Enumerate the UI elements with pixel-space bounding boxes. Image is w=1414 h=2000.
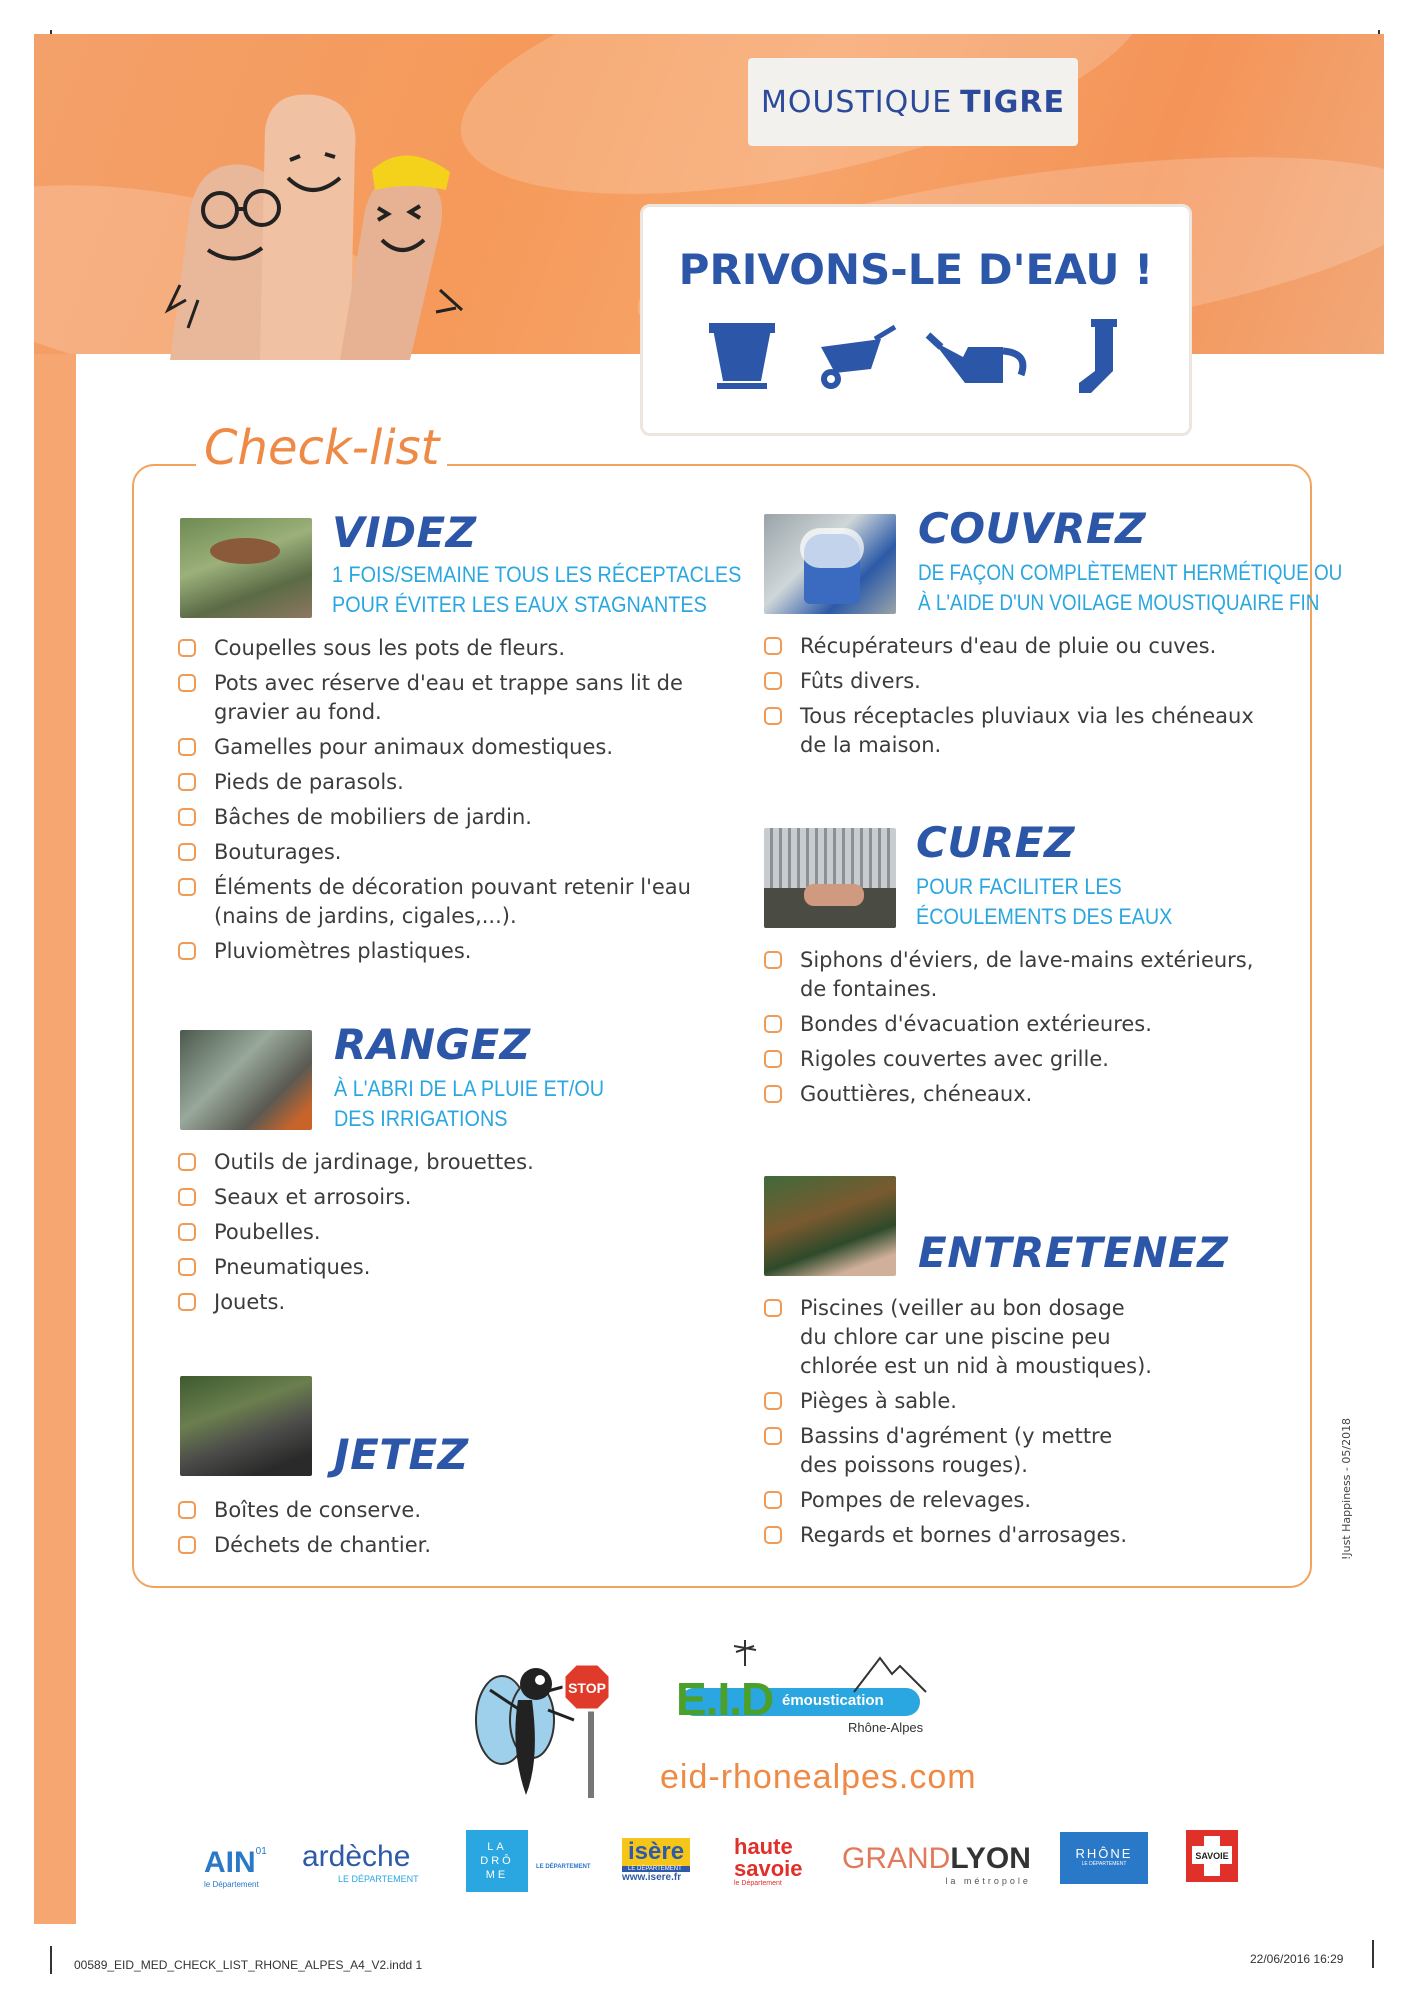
mountain-icon <box>850 1652 930 1696</box>
checklist-item[interactable]: Bouturages. <box>178 838 708 867</box>
videz-title: VIDEZ <box>332 508 477 557</box>
eid-logo <box>670 1652 970 1752</box>
watering-can-icon <box>928 335 1023 383</box>
wheelbarrow-icon <box>821 327 895 389</box>
eid-logo-region: Rhône-Alpes <box>848 1720 924 1735</box>
curez-subtitle-1: POUR FACILITER LES <box>916 874 1122 899</box>
checklist-item[interactable]: Pneumatiques. <box>178 1253 698 1282</box>
checklist-title: Check-list <box>196 420 447 476</box>
checklist-item[interactable]: Bâches de mobiliers de jardin. <box>178 803 708 832</box>
checkbox-icon[interactable] <box>764 1491 782 1509</box>
print-timestamp: 22/06/2016 16:29 <box>1250 1952 1344 1966</box>
crop-mark <box>50 1946 52 1974</box>
entretenez-list <box>764 1294 1154 1556</box>
checklist-item[interactable]: Déchets de chantier. <box>178 1531 698 1560</box>
eid-logo-word: émoustication <box>782 1692 884 1709</box>
side-credit: !Just Happiness - 05/2018 <box>1340 1417 1353 1560</box>
eid-logo-letters: E.I.D <box>676 1673 774 1725</box>
videz-subtitle-1: 1 FOIS/SEMAINE TOUS LES RÉCEPTACLES <box>332 562 742 587</box>
checkbox-icon[interactable] <box>764 637 782 655</box>
checkbox-icon[interactable] <box>178 1153 196 1171</box>
website-link[interactable]: eid-rhonealpes.com <box>660 1758 977 1796</box>
checklist-item[interactable]: Éléments de décoration pouvant retenir l'eau (nains de jardins, cigales,...). <box>178 873 708 931</box>
file-slug: 00589_EID_MED_CHECK_LIST_RHONE_ALPES_A4_V2.indd 1 <box>74 1958 423 1972</box>
checklist-item[interactable]: Pots avec réserve d'eau et trappe sans lit de gravier au fond. <box>178 669 708 727</box>
couvrez-list <box>764 632 1264 766</box>
checklist-item[interactable]: Pluviomètres plastiques. <box>178 937 708 966</box>
partner-drome: LA DRÔ ME <box>466 1830 528 1892</box>
checklist-item[interactable]: Poubelles. <box>178 1218 698 1247</box>
partner-rhone: RHÔNE LE DÉPARTEMENT <box>1060 1832 1148 1884</box>
checkbox-icon[interactable] <box>178 773 196 791</box>
checklist-item[interactable]: Piscines (veiller au bon dosage du chlore car une piscine peu chlorée est un nid à moustiques). <box>764 1294 1154 1381</box>
checkbox-icon[interactable] <box>764 1526 782 1544</box>
rangez-subtitle-1: À L'ABRI DE LA PLUIE ET/OU <box>334 1076 605 1101</box>
checklist-item[interactable]: Fûts divers. <box>764 667 1264 696</box>
videz-photo <box>180 518 312 618</box>
checklist-item[interactable]: Regards et bornes d'arrosages. <box>764 1521 1154 1550</box>
couvrez-subtitle-2: À L'AIDE D'UN VOILAGE MOUSTIQUAIRE FIN <box>918 590 1320 615</box>
checklist-item[interactable]: Boîtes de conserve. <box>178 1496 698 1525</box>
checklist-item[interactable]: Pieds de parasols. <box>178 768 708 797</box>
checkbox-icon[interactable] <box>178 1501 196 1519</box>
checklist-item[interactable]: Coupelles sous les pots de fleurs. <box>178 634 708 663</box>
headline-icons <box>703 317 1143 397</box>
couvrez-photo <box>764 514 896 614</box>
videz-list <box>178 634 708 972</box>
checkbox-icon[interactable] <box>178 1536 196 1554</box>
smiling-fingers-illustration <box>150 90 480 360</box>
checkbox-icon[interactable] <box>178 942 196 960</box>
topic-tag <box>748 58 1078 146</box>
checkbox-icon[interactable] <box>178 674 196 692</box>
entretenez-photo <box>764 1176 896 1276</box>
crop-mark <box>1372 1940 1374 1968</box>
partner-grand-lyon: GRANDLYON la métropole <box>842 1842 1031 1886</box>
rangez-title: RANGEZ <box>334 1020 531 1069</box>
checkbox-icon[interactable] <box>178 843 196 861</box>
checklist-item[interactable]: Tous réceptacles pluviaux via les chéneaux de la maison. <box>764 702 1264 760</box>
checkbox-icon[interactable] <box>178 1293 196 1311</box>
rangez-photo <box>180 1030 312 1130</box>
curez-photo <box>764 828 896 928</box>
checklist-item[interactable]: Bondes d'évacuation extérieures. <box>764 1010 1264 1039</box>
curez-list <box>764 946 1264 1115</box>
checkbox-icon[interactable] <box>764 1427 782 1445</box>
checkbox-icon[interactable] <box>764 707 782 725</box>
topic-tag-bold: TIGRE <box>960 84 1066 120</box>
checkbox-icon[interactable] <box>764 1392 782 1410</box>
checkbox-icon[interactable] <box>764 1085 782 1103</box>
stop-sign-label: STOP <box>568 1680 606 1696</box>
checklist-item[interactable]: Outils de jardinage, brouettes. <box>178 1148 698 1177</box>
checkbox-icon[interactable] <box>178 1258 196 1276</box>
partner-ardeche: ardèche LE DÉPARTEMENT <box>302 1840 419 1884</box>
jetez-title: JETEZ <box>334 1430 469 1479</box>
checkbox-icon[interactable] <box>764 1299 782 1317</box>
checkbox-icon[interactable] <box>764 672 782 690</box>
videz-subtitle-2: POUR ÉVITER LES EAUX STAGNANTES <box>332 592 707 617</box>
checklist-item[interactable]: Siphons d'éviers, de lave-mains extérieurs, de fontaines. <box>764 946 1264 1004</box>
partner-isere: isère LE DÉPARTEMENT www.isere.fr <box>622 1838 690 1883</box>
checkbox-icon[interactable] <box>178 808 196 826</box>
partner-ain: AIN$^{01}$ le Département <box>204 1846 267 1889</box>
checklist-item[interactable]: Récupérateurs d'eau de pluie ou cuves. <box>764 632 1264 661</box>
checkbox-icon[interactable] <box>178 738 196 756</box>
checklist-item[interactable]: Rigoles couvertes avec grille. <box>764 1045 1264 1074</box>
downspout-icon <box>1079 319 1117 393</box>
couvrez-title: COUVREZ <box>918 504 1147 553</box>
checklist-item[interactable]: Gouttières, chéneaux. <box>764 1080 1264 1109</box>
checklist-item[interactable]: Seaux et arrosoirs. <box>178 1183 698 1212</box>
checklist-item[interactable]: Jouets. <box>178 1288 698 1317</box>
headline: PRIVONS-LE D'EAU ! <box>678 245 1154 294</box>
jetez-list <box>178 1496 698 1566</box>
checkbox-icon[interactable] <box>764 951 782 969</box>
checklist-item[interactable]: Bassins d'agrément (y mettre des poissons rouges). <box>764 1422 1154 1480</box>
checkbox-icon[interactable] <box>178 1188 196 1206</box>
dragonfly-icon <box>730 1638 760 1668</box>
partner-logos <box>190 1830 1270 1900</box>
entretenez-title: ENTRETENEZ <box>918 1228 1229 1277</box>
checkbox-icon[interactable] <box>178 639 196 657</box>
checklist-item[interactable]: Pièges à sable. <box>764 1387 1154 1416</box>
mosquito-stop-icon <box>460 1650 630 1800</box>
checkbox-icon[interactable] <box>178 878 196 896</box>
checkbox-icon[interactable] <box>764 1050 782 1068</box>
headline-card <box>640 204 1192 436</box>
partner-drome-sub: LE DÉPARTEMENT <box>536 1864 591 1870</box>
left-orange-strip <box>34 354 76 1924</box>
partner-savoie: SAVOIE <box>1186 1830 1238 1882</box>
curez-title: CUREZ <box>916 818 1075 867</box>
jetez-photo <box>180 1376 312 1476</box>
checklist-item[interactable]: Gamelles pour animaux domestiques. <box>178 733 708 762</box>
couvrez-subtitle-1: DE FAÇON COMPLÈTEMENT HERMÉTIQUE OU <box>918 560 1343 585</box>
partner-haute-savoie: haute savoie le Département <box>734 1834 803 1887</box>
flower-pot-icon <box>709 323 775 389</box>
checkbox-icon[interactable] <box>178 1223 196 1241</box>
topic-tag-light: MOUSTIQUE <box>760 84 953 120</box>
curez-subtitle-2: ÉCOULEMENTS DES EAUX <box>916 904 1173 929</box>
rangez-subtitle-2: DES IRRIGATIONS <box>334 1106 508 1131</box>
checkbox-icon[interactable] <box>764 1015 782 1033</box>
checklist-item[interactable]: Pompes de relevages. <box>764 1486 1154 1515</box>
rangez-list <box>178 1148 698 1323</box>
